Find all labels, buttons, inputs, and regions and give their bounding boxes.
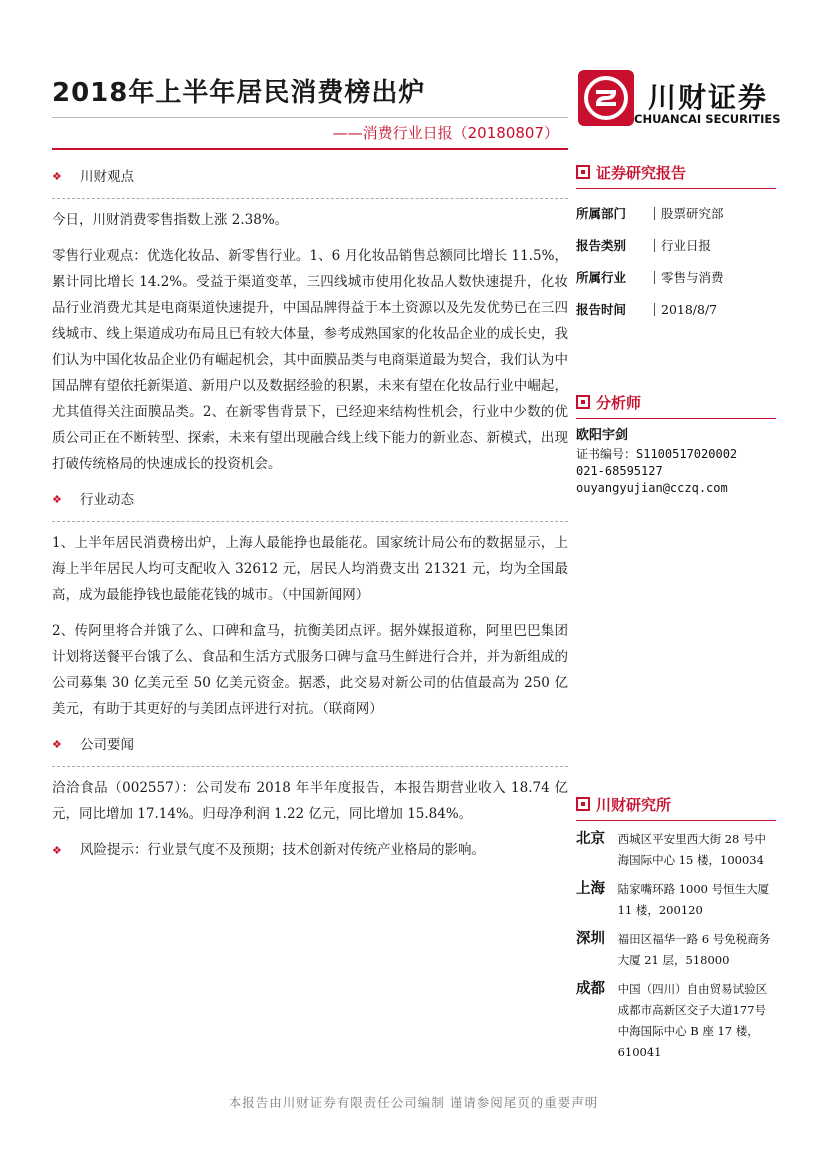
view-paragraph-2: 零售行业观点：优选化妆品、新零售行业。1、6 月化妆品销售总额同比增长 11.5%，累计同比增长 14.2%。受益于渠道变革，三四线城市使用化妆品人数快速提升，化妆品行业消费尤其是电商渠道快速提升，中国品牌得益于本土资源以及先发优势已在三四线城市、线上渠道成功布局且已有较大体量，参考成熟国家的化妆品企业的成长史，我们认为中国化妆品企业仍有崛起机会，其中面膜品类与电商渠道最为契合，我们认为中国品牌有望依托新渠道、新用户以及数据经验的积累，未来有望在化妆品行业中崛起，尤其值得关注面膜品类。2、在新零售背景下，已经迎来结构性机会，行业中少数的优质公司正在不断转型、探索，未来有望出现融合线上线下能力的新业态、新模式，出现打破传统格局的快速成长的投资机会。 bbox=[52, 248, 568, 472]
info-key: 报告时间 bbox=[576, 302, 627, 317]
office-entry bbox=[576, 829, 776, 871]
info-key: 所属部门 bbox=[576, 206, 627, 221]
analyst-info bbox=[576, 427, 776, 497]
analyst-panel bbox=[576, 390, 776, 497]
dashed-divider bbox=[52, 521, 568, 522]
square-marker-icon bbox=[576, 165, 590, 179]
header-red-rule bbox=[52, 148, 568, 150]
office-city: 深圳 bbox=[576, 931, 605, 947]
analyst-heading-label: 分析师 bbox=[596, 393, 642, 412]
office-entry bbox=[576, 929, 776, 971]
logo-name-cn: 川财证券 bbox=[648, 81, 769, 114]
analyst-email[interactable]: ouyangyujian@cczq.com bbox=[576, 481, 728, 495]
square-marker-icon bbox=[576, 395, 590, 409]
dashed-divider bbox=[52, 198, 568, 199]
report-info-panel bbox=[576, 160, 776, 325]
logo-mark-icon bbox=[578, 70, 634, 126]
header-rule bbox=[52, 117, 568, 118]
report-title: 2018年上半年居民消费榜出炉 bbox=[52, 78, 426, 108]
industry-paragraph-1: 1、上半年居民消费榜出炉，上海人最能挣也最能花。国家统计局公布的数据显示，上海上半年居民人均可支配收入 32612 元，居民人均消费支出 21321 元，均为全国最高，成为最能挣钱也最能花钱的城市。（中国新闻网） bbox=[52, 535, 568, 603]
risk-warning bbox=[52, 837, 568, 864]
section-title: 川财观点 bbox=[80, 169, 134, 185]
office-entry bbox=[576, 879, 776, 921]
report-heading-label: 证券研究报告 bbox=[596, 163, 687, 182]
info-key: 报告类别 bbox=[576, 238, 627, 253]
office-address: 陆家嘴环路 1000 号恒生大厦 11 楼，200120 bbox=[617, 882, 770, 917]
institute-heading-label: 川财研究所 bbox=[596, 795, 672, 814]
section-heading-view bbox=[52, 164, 568, 190]
logo-name-en: CHUANCAI SECURITIES bbox=[634, 112, 781, 126]
info-row bbox=[576, 197, 776, 229]
institute-heading bbox=[576, 792, 776, 816]
page-footer: 本报告由川财证券有限责任公司编制 谨请参阅尾页的重要声明 bbox=[228, 1095, 599, 1110]
office-city: 上海 bbox=[576, 881, 605, 897]
office-city: 成都 bbox=[576, 981, 605, 997]
side-divider bbox=[576, 418, 776, 419]
report-subtitle: ——消费行业日报（20180807） bbox=[332, 124, 559, 142]
analyst-name: 欧阳宇剑 bbox=[576, 428, 629, 443]
diamond-bullet-icon: ❖ bbox=[52, 493, 62, 506]
main-content bbox=[52, 160, 568, 864]
info-key: 所属行业 bbox=[576, 270, 627, 285]
info-value: 2018/8/7 bbox=[654, 303, 717, 316]
office-city: 北京 bbox=[576, 831, 605, 847]
office-entry bbox=[576, 979, 776, 1063]
analyst-phone: 021-68595127 bbox=[576, 464, 663, 478]
info-row bbox=[576, 293, 776, 325]
dashed-divider bbox=[52, 766, 568, 767]
analyst-cert: 证书编号：S1100517020002 bbox=[576, 447, 738, 461]
section-heading-industry bbox=[52, 487, 568, 513]
risk-text: 风险提示：行业景气度不及预期；技术创新对传统产业格局的影响。 bbox=[80, 842, 485, 858]
section-heading-company bbox=[52, 732, 568, 758]
side-divider bbox=[576, 188, 776, 189]
company-logo bbox=[578, 70, 818, 130]
analyst-heading bbox=[576, 390, 776, 414]
diamond-bullet-icon: ❖ bbox=[52, 738, 62, 751]
industry-paragraph-2: 2、传阿里将合并饿了么、口碑和盒马，抗衡美团点评。据外媒报道称，阿里巴巴集团计划将送餐平台饿了么、食品和生活方式服务口碑与盒马生鲜进行合并，并为新组成的公司募集 30 亿美元至 50 亿美元资金。据悉，此交易对新公司的估值最高为 250 亿美元，有助于其更好的与美团点评进行对抗。（联商网） bbox=[52, 623, 568, 717]
office-address: 福田区福华一路 6 号免税商务大厦 21 层，518000 bbox=[617, 932, 771, 967]
office-address: 中国（四川）自由贸易试验区成都市高新区交子大道177号中海国际中心 B 座 17 楼，610041 bbox=[617, 982, 768, 1059]
diamond-bullet-icon: ❖ bbox=[52, 844, 62, 857]
view-paragraph-1: 今日，川财消费零售指数上涨 2.38%。 bbox=[52, 212, 289, 228]
office-address: 西城区平安里西大街 28 号中海国际中心 15 楼，100034 bbox=[617, 832, 767, 867]
side-divider bbox=[576, 820, 776, 821]
diamond-bullet-icon: ❖ bbox=[52, 170, 62, 183]
section-title: 公司要闻 bbox=[80, 737, 134, 753]
info-value: 零售与消费 bbox=[654, 271, 724, 284]
info-value: 股票研究部 bbox=[654, 207, 724, 220]
company-paragraph-1: 洽洽食品（002557）：公司发布 2018 年半年度报告，本报告期营业收入 18.74 亿元，同比增加 17.14%。归母净利润 1.22 亿元，同比增加 15.84%。 bbox=[52, 780, 568, 822]
section-title: 行业动态 bbox=[80, 492, 134, 508]
info-row bbox=[576, 229, 776, 261]
info-value: 行业日报 bbox=[654, 239, 711, 252]
institute-panel bbox=[576, 792, 776, 1071]
square-marker-icon bbox=[576, 797, 590, 811]
info-row bbox=[576, 261, 776, 293]
report-heading bbox=[576, 160, 776, 184]
